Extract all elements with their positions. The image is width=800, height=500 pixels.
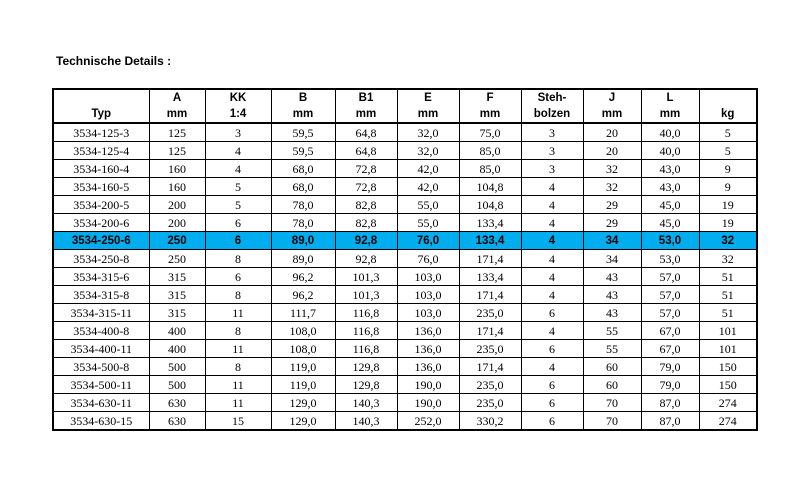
table-cell: 29 (583, 196, 641, 214)
table-cell: 4 (521, 214, 583, 232)
table-cell: 6 (205, 214, 271, 232)
table-row (53, 412, 757, 431)
table-cell: 4 (521, 250, 583, 268)
table-cell: 92,8 (335, 232, 397, 250)
table-cell: 55 (583, 340, 641, 358)
header-cell: bolzen (521, 106, 583, 123)
table-cell: 79,0 (641, 376, 699, 394)
table-row (53, 142, 757, 160)
page-title: Technische Details : (56, 54, 172, 68)
header-cell: kg (699, 106, 757, 123)
table-cell: 129,8 (335, 376, 397, 394)
table-cell: 55 (583, 322, 641, 340)
table-cell: 4 (521, 268, 583, 286)
table-cell: 140,3 (335, 412, 397, 431)
table-cell: 235,0 (459, 394, 521, 412)
table-cell: 133,4 (459, 268, 521, 286)
table-cell: 53,0 (641, 250, 699, 268)
table-cell: 6 (521, 412, 583, 431)
table-row (53, 178, 757, 196)
table-cell: 500 (149, 376, 205, 394)
table-cell: 85,0 (459, 142, 521, 160)
table-cell: 59,5 (271, 123, 335, 142)
table-cell: 87,0 (641, 412, 699, 431)
table-cell: 85,0 (459, 160, 521, 178)
table-cell: 3 (521, 142, 583, 160)
table-cell: 8 (205, 250, 271, 268)
header-row-units (53, 89, 757, 106)
table-cell: 315 (149, 286, 205, 304)
table-cell: 57,0 (641, 268, 699, 286)
table-cell: 235,0 (459, 340, 521, 358)
table-row (53, 358, 757, 376)
table-cell: 252,0 (397, 412, 459, 431)
header-row-names (53, 106, 757, 123)
table-cell: 32,0 (397, 142, 459, 160)
table-row (53, 214, 757, 232)
table-cell: 20 (583, 142, 641, 160)
table-cell: 108,0 (271, 340, 335, 358)
table-cell: 190,0 (397, 394, 459, 412)
header-cell: mm (583, 106, 641, 123)
table-cell: 136,0 (397, 358, 459, 376)
table-cell: 160 (149, 160, 205, 178)
table-cell: 78,0 (271, 214, 335, 232)
table-row (53, 250, 757, 268)
table-row (53, 286, 757, 304)
table-cell: 104,8 (459, 178, 521, 196)
table-cell: 315 (149, 268, 205, 286)
table-cell: 57,0 (641, 304, 699, 322)
table-cell: 3534-250-8 (53, 250, 149, 268)
table-cell: 3 (521, 123, 583, 142)
table-cell: 43 (583, 268, 641, 286)
header-cell: A (149, 89, 205, 106)
table-cell: 235,0 (459, 304, 521, 322)
table-cell: 101,3 (335, 286, 397, 304)
header-cell: mm (149, 106, 205, 123)
table-cell: 103,0 (397, 304, 459, 322)
table-cell: 43,0 (641, 160, 699, 178)
table-cell: 79,0 (641, 358, 699, 376)
table-cell: 68,0 (271, 160, 335, 178)
table-cell: 72,8 (335, 178, 397, 196)
table-row (53, 322, 757, 340)
table-cell: 92,8 (335, 250, 397, 268)
table-cell: 70 (583, 394, 641, 412)
table-cell: 171,4 (459, 286, 521, 304)
table-cell: 129,0 (271, 412, 335, 431)
table-cell: 3534-200-6 (53, 214, 149, 232)
table-cell: 20 (583, 123, 641, 142)
table-cell: 4 (521, 322, 583, 340)
table-cell: 32 (583, 178, 641, 196)
header-cell: B (271, 89, 335, 106)
table-cell: 53,0 (641, 232, 699, 250)
table-cell: 11 (205, 394, 271, 412)
table-cell: 3534-630-15 (53, 412, 149, 431)
table-cell: 6 (521, 394, 583, 412)
table-cell: 3534-400-11 (53, 340, 149, 358)
table-cell: 3534-315-8 (53, 286, 149, 304)
table-cell: 40,0 (641, 142, 699, 160)
table-cell: 200 (149, 214, 205, 232)
table-header (53, 89, 757, 123)
table-row (53, 123, 757, 142)
table-cell: 60 (583, 358, 641, 376)
table-cell: 4 (521, 196, 583, 214)
header-cell: J (583, 89, 641, 106)
table-cell: 11 (205, 340, 271, 358)
table-cell: 19 (699, 196, 757, 214)
table-cell: 87,0 (641, 394, 699, 412)
table-cell: 19 (699, 214, 757, 232)
table-cell: 45,0 (641, 196, 699, 214)
table-cell: 59,5 (271, 142, 335, 160)
table-cell: 3534-200-5 (53, 196, 149, 214)
table-cell: 3 (205, 123, 271, 142)
header-cell (53, 89, 149, 106)
table-cell: 8 (205, 286, 271, 304)
table-cell: 116,8 (335, 322, 397, 340)
table-cell: 60 (583, 376, 641, 394)
header-cell: Steh- (521, 89, 583, 106)
header-cell: mm (641, 106, 699, 123)
table-cell: 119,0 (271, 358, 335, 376)
table-cell: 6 (205, 268, 271, 286)
table-cell: 89,0 (271, 232, 335, 250)
table-cell: 43 (583, 304, 641, 322)
table-cell: 5 (205, 178, 271, 196)
table-cell: 40,0 (641, 123, 699, 142)
table-cell: 96,2 (271, 286, 335, 304)
table-row (53, 304, 757, 322)
table-cell: 129,8 (335, 358, 397, 376)
table-cell: 76,0 (397, 250, 459, 268)
table-cell: 111,7 (271, 304, 335, 322)
table-cell: 133,4 (459, 232, 521, 250)
table-cell: 32 (699, 232, 757, 250)
table-cell: 75,0 (459, 123, 521, 142)
table-cell: 200 (149, 196, 205, 214)
table-cell: 67,0 (641, 322, 699, 340)
table-cell: 96,2 (271, 268, 335, 286)
table-cell: 133,4 (459, 214, 521, 232)
table-cell: 171,4 (459, 322, 521, 340)
table-cell: 3534-315-11 (53, 304, 149, 322)
table-cell: 4 (521, 286, 583, 304)
table-row (53, 268, 757, 286)
table-cell: 3534-315-6 (53, 268, 149, 286)
table-cell: 78,0 (271, 196, 335, 214)
table-cell: 4 (521, 358, 583, 376)
table-cell: 5 (699, 123, 757, 142)
header-cell: Typ (53, 106, 149, 123)
header-cell (699, 89, 757, 106)
table-cell: 32 (583, 160, 641, 178)
table-cell: 400 (149, 322, 205, 340)
table-cell: 630 (149, 412, 205, 431)
table-cell: 8 (205, 322, 271, 340)
table-cell: 51 (699, 286, 757, 304)
table-cell: 315 (149, 304, 205, 322)
table-cell: 6 (521, 340, 583, 358)
table-cell: 500 (149, 358, 205, 376)
table-cell: 82,8 (335, 214, 397, 232)
table-cell: 6 (205, 232, 271, 250)
table-cell: 34 (583, 232, 641, 250)
header-cell: E (397, 89, 459, 106)
table-cell: 125 (149, 123, 205, 142)
table-cell: 136,0 (397, 322, 459, 340)
table-cell: 171,4 (459, 358, 521, 376)
table-cell: 82,8 (335, 196, 397, 214)
table-cell: 119,0 (271, 376, 335, 394)
table-cell: 9 (699, 178, 757, 196)
table-row-highlighted (53, 232, 757, 250)
table-cell: 72,8 (335, 160, 397, 178)
table-cell: 55,0 (397, 214, 459, 232)
table-row (53, 394, 757, 412)
table-cell: 235,0 (459, 376, 521, 394)
table-cell: 103,0 (397, 286, 459, 304)
header-cell: mm (397, 106, 459, 123)
header-cell: mm (459, 106, 521, 123)
table-cell: 34 (583, 250, 641, 268)
table-cell: 3534-500-8 (53, 358, 149, 376)
table-cell: 89,0 (271, 250, 335, 268)
table-cell: 3 (521, 160, 583, 178)
technical-details-table (52, 88, 758, 431)
table-cell: 6 (521, 304, 583, 322)
table-cell: 57,0 (641, 286, 699, 304)
table-row (53, 196, 757, 214)
table-row (53, 340, 757, 358)
table-cell: 55,0 (397, 196, 459, 214)
table-cell: 3534-125-4 (53, 142, 149, 160)
table-cell: 3534-250-6 (53, 232, 149, 250)
table-cell: 129,0 (271, 394, 335, 412)
table-cell: 42,0 (397, 160, 459, 178)
table-cell: 51 (699, 304, 757, 322)
table-cell: 101 (699, 340, 757, 358)
table-cell: 150 (699, 358, 757, 376)
header-cell: KK (205, 89, 271, 106)
table-cell: 274 (699, 412, 757, 431)
header-cell: 1:4 (205, 106, 271, 123)
table-cell: 630 (149, 394, 205, 412)
table-cell: 250 (149, 232, 205, 250)
table-cell: 171,4 (459, 250, 521, 268)
table-cell: 11 (205, 376, 271, 394)
table-cell: 45,0 (641, 214, 699, 232)
header-cell: L (641, 89, 699, 106)
table-cell: 3534-125-3 (53, 123, 149, 142)
table-cell: 4 (205, 160, 271, 178)
header-cell: mm (335, 106, 397, 123)
table-cell: 15 (205, 412, 271, 431)
table-cell: 400 (149, 340, 205, 358)
table-cell: 51 (699, 268, 757, 286)
table-cell: 29 (583, 214, 641, 232)
table-cell: 108,0 (271, 322, 335, 340)
table-cell: 140,3 (335, 394, 397, 412)
table-cell: 67,0 (641, 340, 699, 358)
table-row (53, 376, 757, 394)
table-cell: 42,0 (397, 178, 459, 196)
table-cell: 6 (521, 376, 583, 394)
table-cell: 116,8 (335, 340, 397, 358)
table-cell: 4 (521, 232, 583, 250)
table-cell: 104,8 (459, 196, 521, 214)
table-cell: 4 (205, 142, 271, 160)
table-cell: 116,8 (335, 304, 397, 322)
table-cell: 43 (583, 286, 641, 304)
table-cell: 3534-160-4 (53, 160, 149, 178)
table-cell: 101 (699, 322, 757, 340)
table-cell: 103,0 (397, 268, 459, 286)
table-row (53, 160, 757, 178)
table-cell: 76,0 (397, 232, 459, 250)
table-cell: 250 (149, 250, 205, 268)
table-cell: 11 (205, 304, 271, 322)
table-cell: 160 (149, 178, 205, 196)
table-cell: 3534-630-11 (53, 394, 149, 412)
table-cell: 43,0 (641, 178, 699, 196)
table-body (53, 123, 757, 430)
table-cell: 32 (699, 250, 757, 268)
table-cell: 3534-400-8 (53, 322, 149, 340)
table-cell: 3534-500-11 (53, 376, 149, 394)
table-cell: 330,2 (459, 412, 521, 431)
table-cell: 8 (205, 358, 271, 376)
table-cell: 32,0 (397, 123, 459, 142)
table-cell: 64,8 (335, 123, 397, 142)
table-cell: 70 (583, 412, 641, 431)
table-cell: 274 (699, 394, 757, 412)
header-cell: mm (271, 106, 335, 123)
table-cell: 5 (699, 142, 757, 160)
table-cell: 4 (521, 178, 583, 196)
table-cell: 3534-160-5 (53, 178, 149, 196)
table-cell: 101,3 (335, 268, 397, 286)
table-cell: 9 (699, 160, 757, 178)
table-cell: 190,0 (397, 376, 459, 394)
table-cell: 5 (205, 196, 271, 214)
table-cell: 64,8 (335, 142, 397, 160)
header-cell: F (459, 89, 521, 106)
table-cell: 136,0 (397, 340, 459, 358)
table-cell: 150 (699, 376, 757, 394)
table-cell: 68,0 (271, 178, 335, 196)
header-cell: B1 (335, 89, 397, 106)
table-cell: 125 (149, 142, 205, 160)
